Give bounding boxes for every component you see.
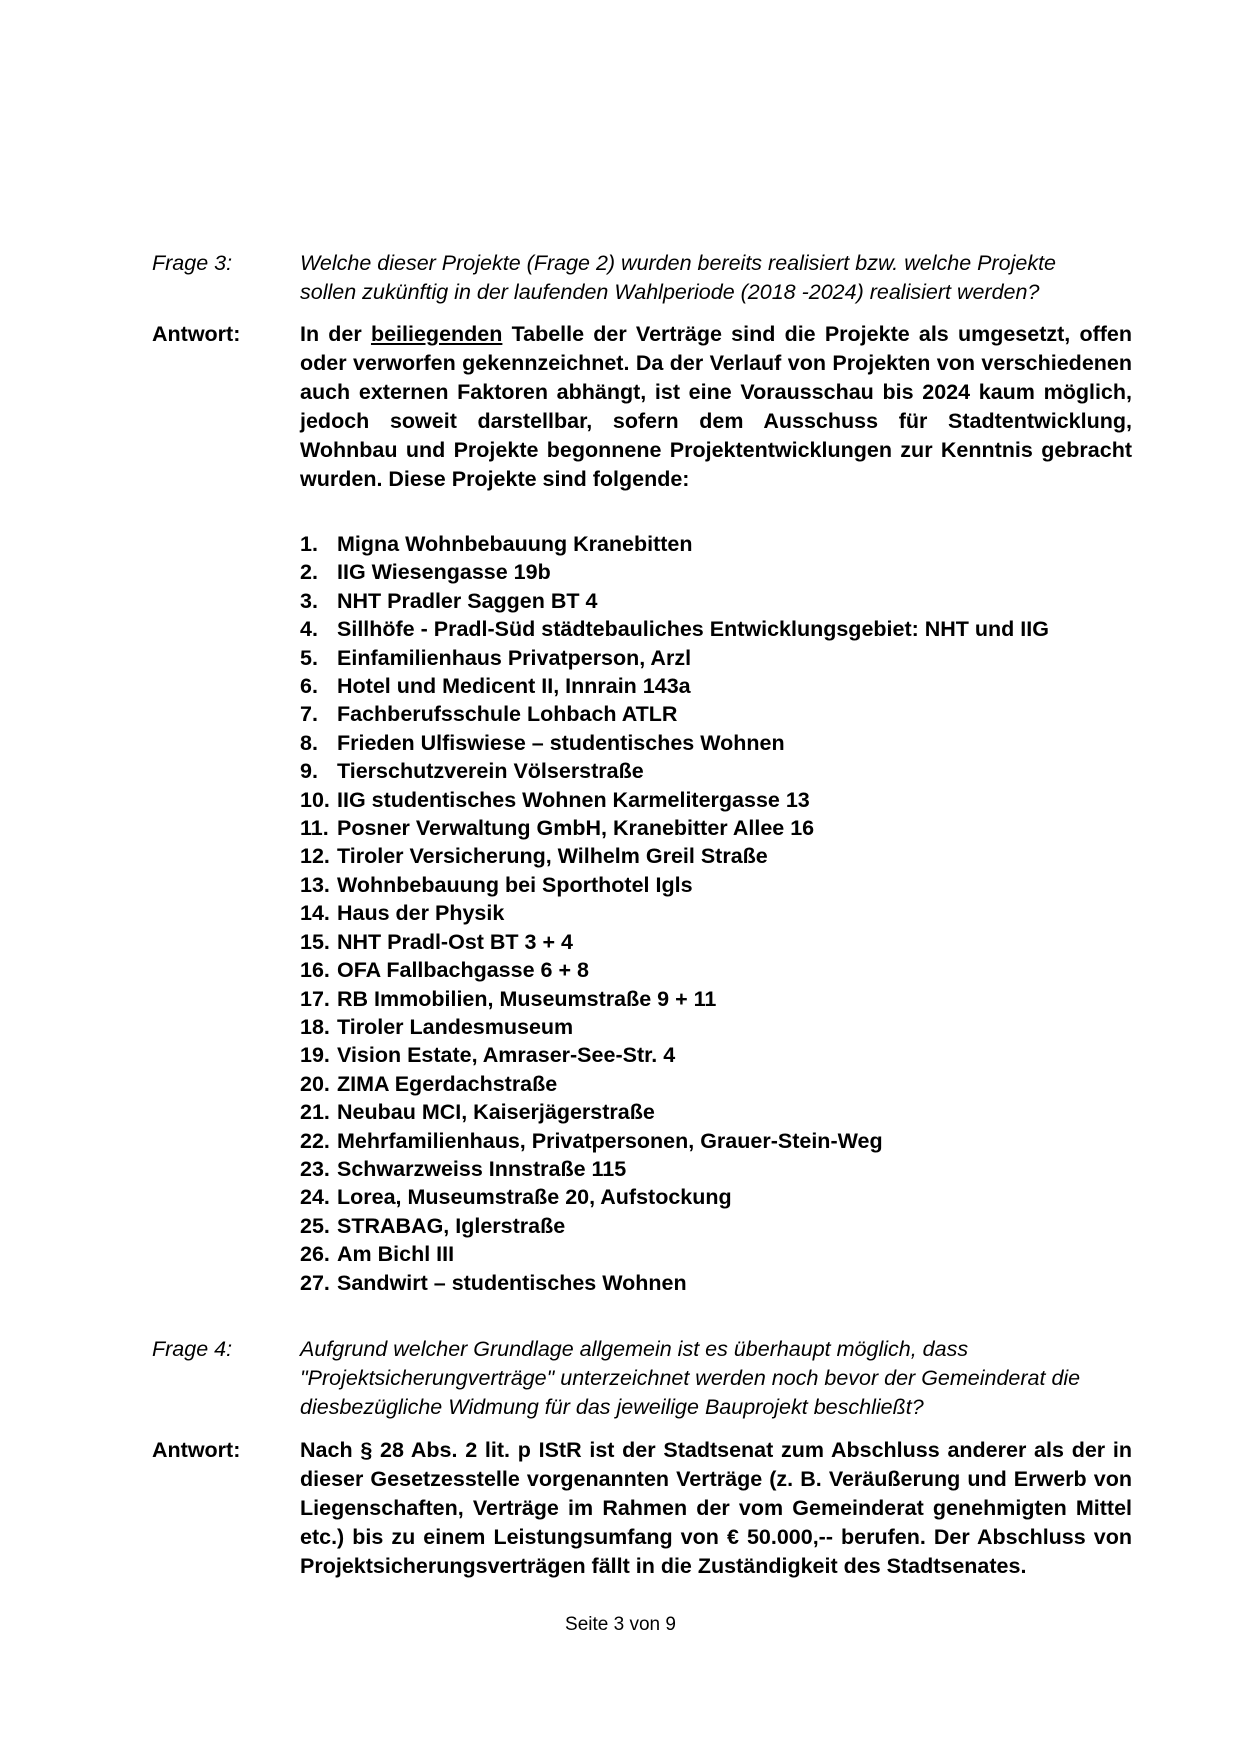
project-number: 12. bbox=[300, 844, 330, 869]
project-number: 27. bbox=[300, 1270, 330, 1295]
question-3-text bbox=[300, 249, 1132, 307]
project-number: 3. bbox=[300, 588, 318, 613]
project-name: Wohnbebauung bei Sporthotel Igls bbox=[337, 872, 693, 897]
project-number: 5. bbox=[300, 645, 318, 670]
project-name: Am Bichl III bbox=[337, 1242, 455, 1267]
project-number: 8. bbox=[300, 730, 318, 755]
project-item bbox=[300, 757, 1049, 785]
project-name: IIG studentisches Wohnen Karmelitergasse 13 bbox=[337, 787, 810, 812]
project-item bbox=[300, 842, 1049, 870]
project-name: Sandwirt – studentisches Wohnen bbox=[337, 1270, 687, 1295]
page-number: Seite 3 von 9 bbox=[565, 1614, 676, 1635]
project-name: RB Immobilien, Museumstraße 9 + 11 bbox=[337, 986, 717, 1011]
project-name: Tiroler Versicherung, Wilhelm Greil Straße bbox=[337, 844, 768, 869]
project-item bbox=[300, 1269, 1049, 1297]
project-item bbox=[300, 1127, 1049, 1155]
project-name: Hotel und Medicent II, Innrain 143a bbox=[337, 674, 691, 699]
project-item bbox=[300, 558, 1049, 586]
project-item bbox=[300, 1070, 1049, 1098]
project-name: Lorea, Museumstraße 20, Aufstockung bbox=[337, 1185, 732, 1210]
project-name: Tiroler Landesmuseum bbox=[337, 1014, 574, 1039]
answer-3-text-rest: Tabelle der Verträge sind die Projekte als umgesetzt, offen oder verworfen gekennzeichnet. Da der Verlauf von Projekten von verschiedenen auch externen Faktoren abhängt, ist eine Vorausschau bis 2024 kaum möglich, jedoch soweit darstellbar, sofern dem Ausschuss für Stadtentwicklung, Wohnbau und Projekte begonnene Projektentwicklungen zur Kenntnis gebracht wurden. Diese Projekte sind folgende: bbox=[300, 322, 1133, 491]
project-number: 14. bbox=[300, 901, 330, 926]
project-name: Migna Wohnbebauung Kranebitten bbox=[337, 532, 693, 556]
project-number: 22. bbox=[300, 1128, 330, 1153]
project-number: 1. bbox=[300, 532, 318, 556]
project-number: 20. bbox=[300, 1071, 330, 1096]
answer-3-label: Antwort: bbox=[152, 322, 241, 346]
project-item bbox=[300, 700, 1049, 728]
project-name: ZIMA Egerdachstraße bbox=[337, 1071, 558, 1096]
question-3-label: Frage 3: bbox=[152, 251, 233, 275]
project-item bbox=[300, 1155, 1049, 1183]
project-item bbox=[300, 871, 1049, 899]
project-list bbox=[300, 530, 1049, 1297]
project-item bbox=[300, 530, 1049, 558]
project-number: 11. bbox=[300, 816, 329, 841]
project-item bbox=[300, 1183, 1049, 1211]
project-name: Mehrfamilienhaus, Privatpersonen, Grauer-Stein-Weg bbox=[337, 1128, 883, 1153]
project-item bbox=[300, 1098, 1049, 1126]
project-number: 6. bbox=[300, 674, 318, 699]
project-name: Posner Verwaltung GmbH, Kranebitter Allee 16 bbox=[337, 816, 815, 841]
question-3-line-2: sollen zukünftig in der laufenden Wahlperiode (2018 -2024) realisiert werden? bbox=[300, 280, 1040, 304]
project-item bbox=[300, 1240, 1049, 1268]
project-number: 16. bbox=[300, 958, 330, 983]
project-item bbox=[300, 587, 1049, 615]
project-name: NHT Pradl-Ost BT 3 + 4 bbox=[337, 929, 573, 954]
project-number: 7. bbox=[300, 702, 318, 727]
project-number: 17. bbox=[300, 986, 330, 1011]
project-item bbox=[300, 1013, 1049, 1041]
answer-3-underlined-word: beiliegenden bbox=[370, 322, 503, 346]
project-number: 25. bbox=[300, 1213, 330, 1238]
project-item bbox=[300, 814, 1049, 842]
project-item bbox=[300, 899, 1049, 927]
answer-4-text: Nach § 28 Abs. 2 lit. p IStR ist der Stadtsenat zum Abschluss anderer als der in dieser Gesetzesstelle vorgenannten Verträge (z. B. Veräußerung und Erwerb von Liegenschaften, Verträge im Rahmen der vom Gemeinderat genehmigten Mittel etc.) bis zu einem Leistungsumfang von € 50.000,-- berufen. Der Abschluss von Projektsicherungsverträgen fällt in die Zuständigkeit des Stadtsenates. bbox=[300, 1438, 1132, 1578]
project-name: Einfamilienhaus Privatperson, Arzl bbox=[337, 645, 692, 670]
project-item bbox=[300, 615, 1049, 643]
project-item bbox=[300, 956, 1049, 984]
project-number: 2. bbox=[300, 560, 318, 585]
project-item bbox=[300, 672, 1049, 700]
project-name: STRABAG, Iglerstraße bbox=[337, 1213, 566, 1238]
project-name: NHT Pradler Saggen BT 4 bbox=[337, 588, 598, 613]
answer-3-text bbox=[300, 320, 1132, 494]
answer-3-text-start: In der bbox=[300, 322, 371, 346]
project-item bbox=[300, 1212, 1049, 1240]
project-name: IIG Wiesengasse 19b bbox=[337, 560, 551, 585]
answer-3 bbox=[152, 320, 1132, 494]
project-name: Haus der Physik bbox=[337, 901, 505, 926]
project-number: 24. bbox=[300, 1185, 330, 1210]
project-number: 4. bbox=[300, 617, 318, 642]
project-name: Fachberufsschule Lohbach ATLR bbox=[337, 702, 678, 727]
project-number: 10. bbox=[300, 787, 330, 812]
project-name: Frieden Ulfiswiese – studentisches Wohnen bbox=[337, 730, 785, 755]
project-number: 23. bbox=[300, 1156, 330, 1181]
project-item bbox=[300, 644, 1049, 672]
project-item bbox=[300, 928, 1049, 956]
project-item bbox=[300, 729, 1049, 757]
question-4-text: Aufgrund welcher Grundlage allgemein ist es überhaupt möglich, dass "Projektsicherungverträge" unterzeichnet werden noch bevor der Gemeinderat die diesbezügliche Widmung für das jeweilige Bauprojekt beschließt? bbox=[300, 1337, 1081, 1419]
project-name: Vision Estate, Amraser-See-Str. 4 bbox=[337, 1043, 676, 1068]
project-number: 21. bbox=[300, 1100, 330, 1125]
answer-4-label: Antwort: bbox=[152, 1438, 241, 1462]
project-name: Schwarzweiss Innstraße 115 bbox=[337, 1156, 627, 1181]
project-number: 19. bbox=[300, 1043, 330, 1068]
project-number: 26. bbox=[300, 1242, 330, 1267]
project-number: 13. bbox=[300, 872, 330, 897]
question-3-line-1: Welche dieser Projekte (Frage 2) wurden bereits realisiert bzw. welche Projekte bbox=[300, 251, 1057, 275]
project-number: 15. bbox=[300, 929, 330, 954]
question-3 bbox=[152, 249, 1132, 307]
project-item bbox=[300, 786, 1049, 814]
project-number: 18. bbox=[300, 1014, 330, 1039]
project-name: Sillhöfe - Pradl-Süd städtebauliches Entwicklungsgebiet: NHT und IIG bbox=[337, 617, 1049, 642]
project-number: 9. bbox=[300, 759, 318, 784]
project-name: Neubau MCI, Kaiserjägerstraße bbox=[337, 1100, 655, 1125]
project-name: OFA Fallbachgasse 6 + 8 bbox=[337, 958, 589, 983]
question-4 bbox=[152, 1335, 1132, 1422]
project-name: Tierschutzverein Völserstraße bbox=[337, 759, 644, 784]
project-item bbox=[300, 985, 1049, 1013]
project-item bbox=[300, 1041, 1049, 1069]
question-4-label: Frage 4: bbox=[152, 1337, 233, 1361]
answer-4 bbox=[152, 1436, 1132, 1581]
